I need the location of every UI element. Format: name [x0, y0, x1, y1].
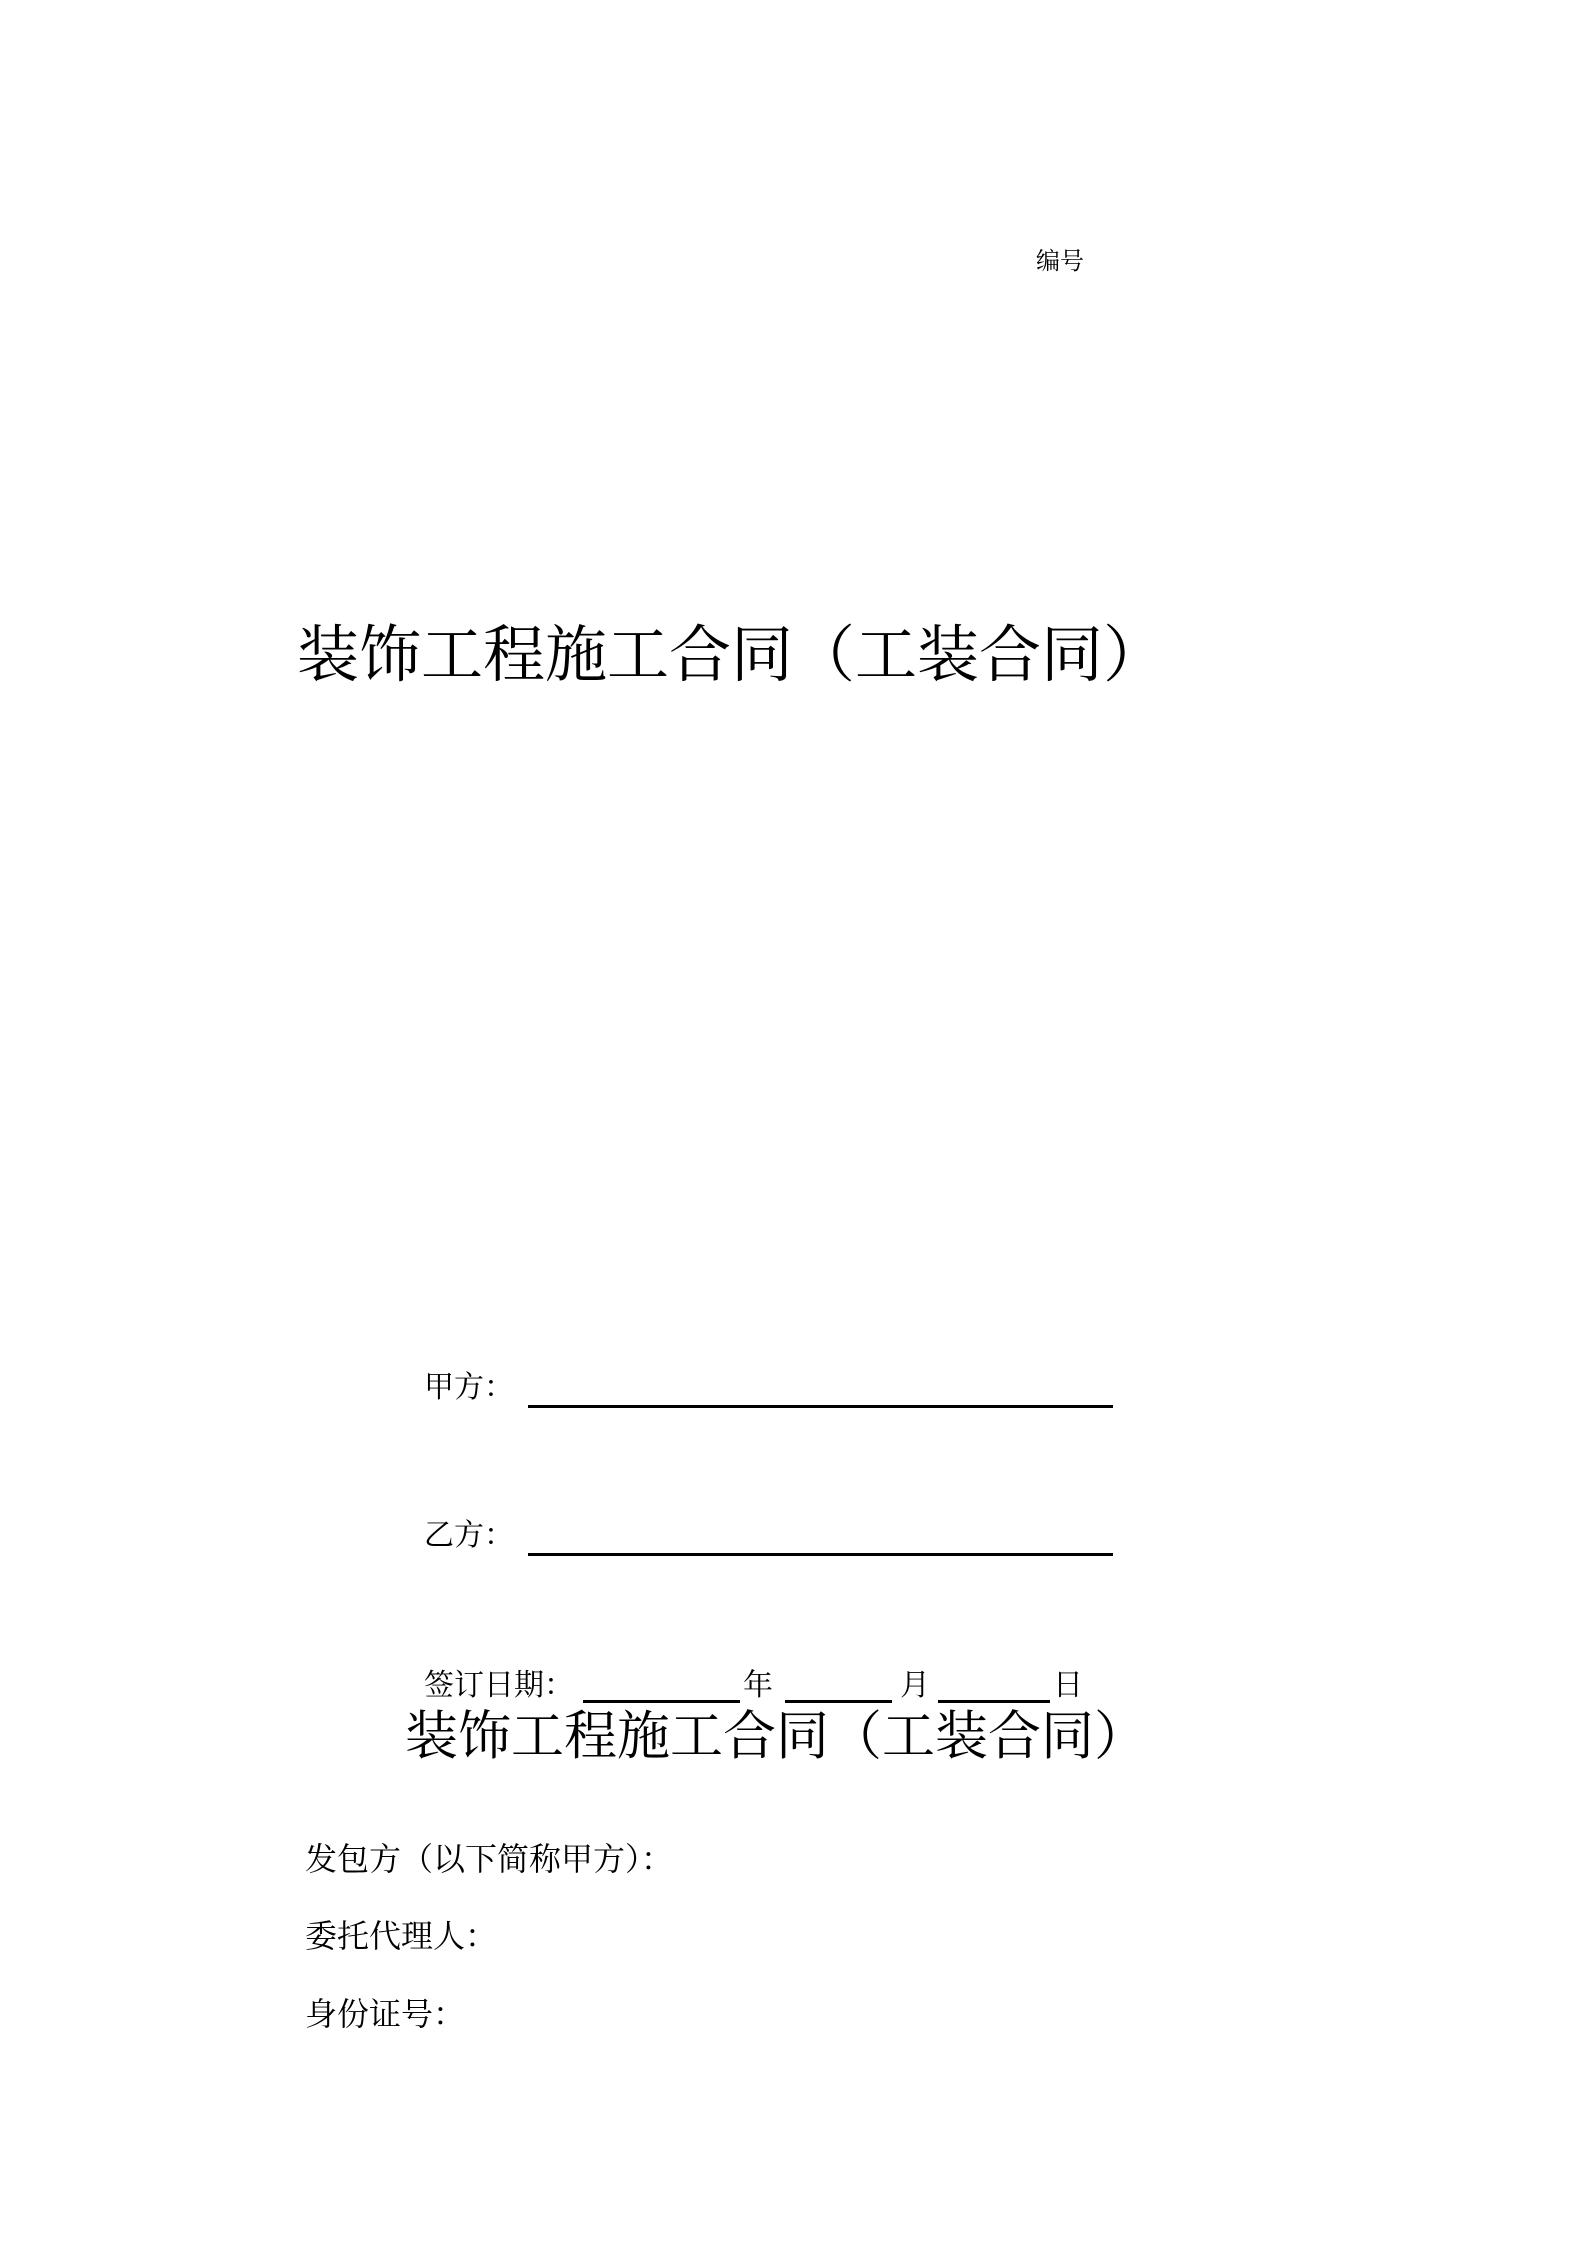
contract-main-title: 装饰工程施工合同（工装合同）	[297, 618, 1166, 691]
party-b-label: 乙方：	[424, 1518, 514, 1553]
month-label: 月	[900, 1668, 930, 1703]
doc-number-label: 编号	[1036, 247, 1084, 275]
party-a-blank-line	[528, 1405, 1113, 1408]
party-a-label: 甲方：	[424, 1370, 514, 1405]
month-blank-line	[785, 1700, 892, 1703]
id-number-label: 身份证号：	[305, 1995, 466, 2033]
year-blank-line	[583, 1700, 740, 1703]
agent-label: 委托代理人：	[305, 1917, 498, 1955]
employer-label: 发包方（以下简称甲方）：	[305, 1840, 674, 1878]
contract-subtitle: 装饰工程施工合同（工装合同）	[405, 1706, 1147, 1767]
day-blank-line	[938, 1700, 1050, 1703]
party-b-blank-line	[528, 1553, 1113, 1556]
day-label: 日	[1053, 1668, 1083, 1703]
sign-date-label: 签订日期：	[424, 1668, 574, 1703]
year-label: 年	[743, 1668, 773, 1703]
